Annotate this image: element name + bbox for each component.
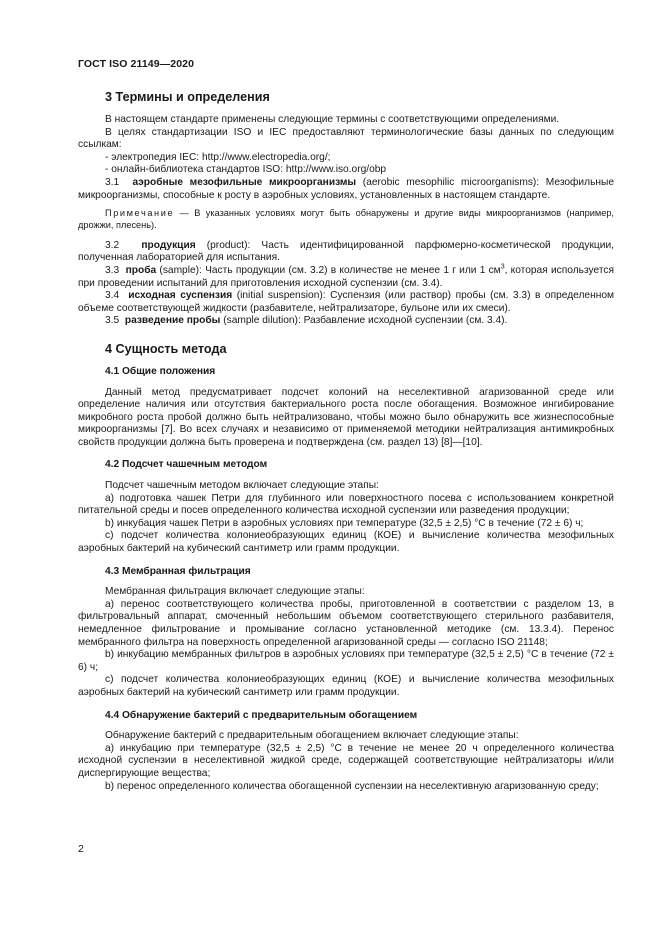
term-number: 3.1 bbox=[105, 176, 120, 188]
term-number: 3.2 bbox=[105, 239, 120, 251]
term-number: 3.3 bbox=[105, 264, 120, 276]
link-item: - электропедия IEC: http://www.electropedia.org/; bbox=[105, 151, 331, 163]
term-definition: (product): Часть идентифицированной парфюмерно-косметической продукции, полученная лабораторией для испытания. bbox=[78, 239, 614, 264]
document-header: ГОСТ ISO 21149—2020 bbox=[78, 58, 195, 70]
section-4-title: 4 Сущность метода bbox=[105, 341, 227, 356]
term-3-4 bbox=[78, 290, 614, 315]
paragraph: Данный метод предусматривает подсчет колоний на неселективной агаризованной среде или определение наличия или отсутствия бактериального роста после обогащения. Возможное ингибирование микробного роста пробой должно быть нейтрализовано, чтобы можно было обнаружить все жизнеспособные микроорганизмы [7]. Во всех случаях и независимо от применяемой методики нейтрализация антимикробных свойств продукции должна быть проверена и подтверждена (см. раздел 13) [8]—[10]. bbox=[78, 386, 614, 448]
section-3-title: 3 Термины и определения bbox=[105, 90, 270, 104]
term-definition: (aerobic mesophilic microorganisms): Мезофильные микроорганизмы, способные к росту в аэробных условиях, установленных в настоящем стандарте. bbox=[78, 176, 614, 201]
term-name: продукция bbox=[141, 239, 196, 251]
term-number: 3.5 bbox=[105, 315, 120, 327]
subsection-4-1-title: 4.1 Общие положения bbox=[105, 365, 216, 377]
term-definition: (sample dilution): Разбавление исходной суспензии (см. 3.4). bbox=[223, 315, 508, 327]
subsection-4-4-title: 4.4 Обнаружение бактерий с предварительным обогащением bbox=[105, 709, 418, 721]
note bbox=[78, 208, 614, 232]
term-3-1 bbox=[78, 177, 614, 202]
term-definition: (sample): Часть продукции (см. 3.2) в количестве не менее 1 г или 1 см bbox=[159, 264, 501, 276]
note-label: Примечание bbox=[105, 208, 175, 219]
term-definition-cont: , которая используется при проведении испытаний для приготовления исходной суспензии (см. 3.4). bbox=[78, 264, 614, 289]
paragraph: Мембранная фильтрация включает следующие этапы: bbox=[105, 586, 365, 598]
term-number: 3.4 bbox=[105, 290, 120, 302]
term-name: проба bbox=[125, 264, 157, 276]
list-item: b) инкубацию мембранных фильтров в аэробных условиях при температуре (32,5 ± 2,5) °С в течение (72 ± 6) ч; bbox=[78, 649, 614, 673]
term-3-2 bbox=[78, 240, 614, 265]
term-name: аэробные мезофильные микроорганизмы bbox=[132, 176, 357, 188]
list-item: b) перенос определенного количества обогащенной суспензии на неселективную агаризованную среду; bbox=[105, 780, 599, 792]
term-name: исходная суспензия bbox=[128, 290, 233, 302]
list-item: c) подсчет количества колониеобразующих единиц (КОЕ) и вычисление количества мезофильных аэробных бактерий на кубический сантиметр или грамм продукции. bbox=[78, 674, 614, 698]
list-item: a) перенос соответствующего количества пробы, приготовленной в соответствии с разделом 13, в фильтровальный аппарат, смоченный небольшим объемом соответствующего стерильного разбавителя, немедленное фильтрование и промывание согласно установленной методике (см. 13.3.4). Перенос мембранного фильтра на поверхность определенной агаризованной среды — согласно ISO 21148; bbox=[78, 598, 614, 648]
document-body bbox=[78, 90, 614, 793]
subsection-4-2-title: 4.2 Подсчет чашечным методом bbox=[105, 459, 268, 471]
term-3-3 bbox=[78, 265, 614, 290]
paragraph: Обнаружение бактерий с предварительным обогащением включает следующие этапы: bbox=[105, 730, 519, 742]
note-text: — В указанных условиях могут быть обнаружены и другие виды микроорганизмов (например, дрожжи, плесень). bbox=[78, 208, 614, 230]
paragraph: Подсчет чашечным методом включает следующие этапы: bbox=[105, 480, 379, 492]
term-definition: (initial suspension): Суспензия (или раствор) пробы (см. 3.3) в определенном объеме соответствующей жидкости (разбавителе, нейтрализаторе, бульоне или их смеси). bbox=[78, 290, 614, 314]
list-item: c) подсчет количества колониеобразующих единиц (КОЕ) и вычисление количества мезофильных аэробных бактерий на кубический сантиметр или грамм продукции. bbox=[78, 530, 614, 555]
page-number: 2 bbox=[78, 843, 84, 855]
superscript: 3 bbox=[500, 263, 505, 271]
list-item: a) подготовка чашек Петри для глубинного или поверхностного посева с использованием конкретной питательной среды и посев определенного количества исходной суспензии или разведения продукции; bbox=[78, 492, 614, 517]
term-3-5 bbox=[78, 315, 614, 328]
term-name: разведение пробы bbox=[124, 315, 221, 327]
list-item: a) инкубацию при температуре (32,5 ± 2,5) °С в течение не менее 20 ч определенного количества исходной суспензии в неселективной жидкой среде, содержащей соответствующие нейтрализаторы и/или диспергирующие вещества; bbox=[78, 742, 614, 779]
subsection-4-3-title: 4.3 Мембранная фильтрация bbox=[105, 565, 251, 577]
paragraph: В целях стандартизации ISO и IEC предоставляют терминологические базы данных по следующим ссылкам: bbox=[78, 126, 614, 151]
list-item: b) инкубация чашек Петри в аэробных условиях при температуре (32,5 ± 2,5) °С в течение (72 ± 6) ч; bbox=[105, 517, 584, 529]
link-item: - онлайн-библиотека стандартов ISO: http://www.iso.org/obp bbox=[105, 164, 387, 176]
paragraph: В настоящем стандарте применены следующие термины с соответствующими определениями. bbox=[105, 114, 560, 125]
